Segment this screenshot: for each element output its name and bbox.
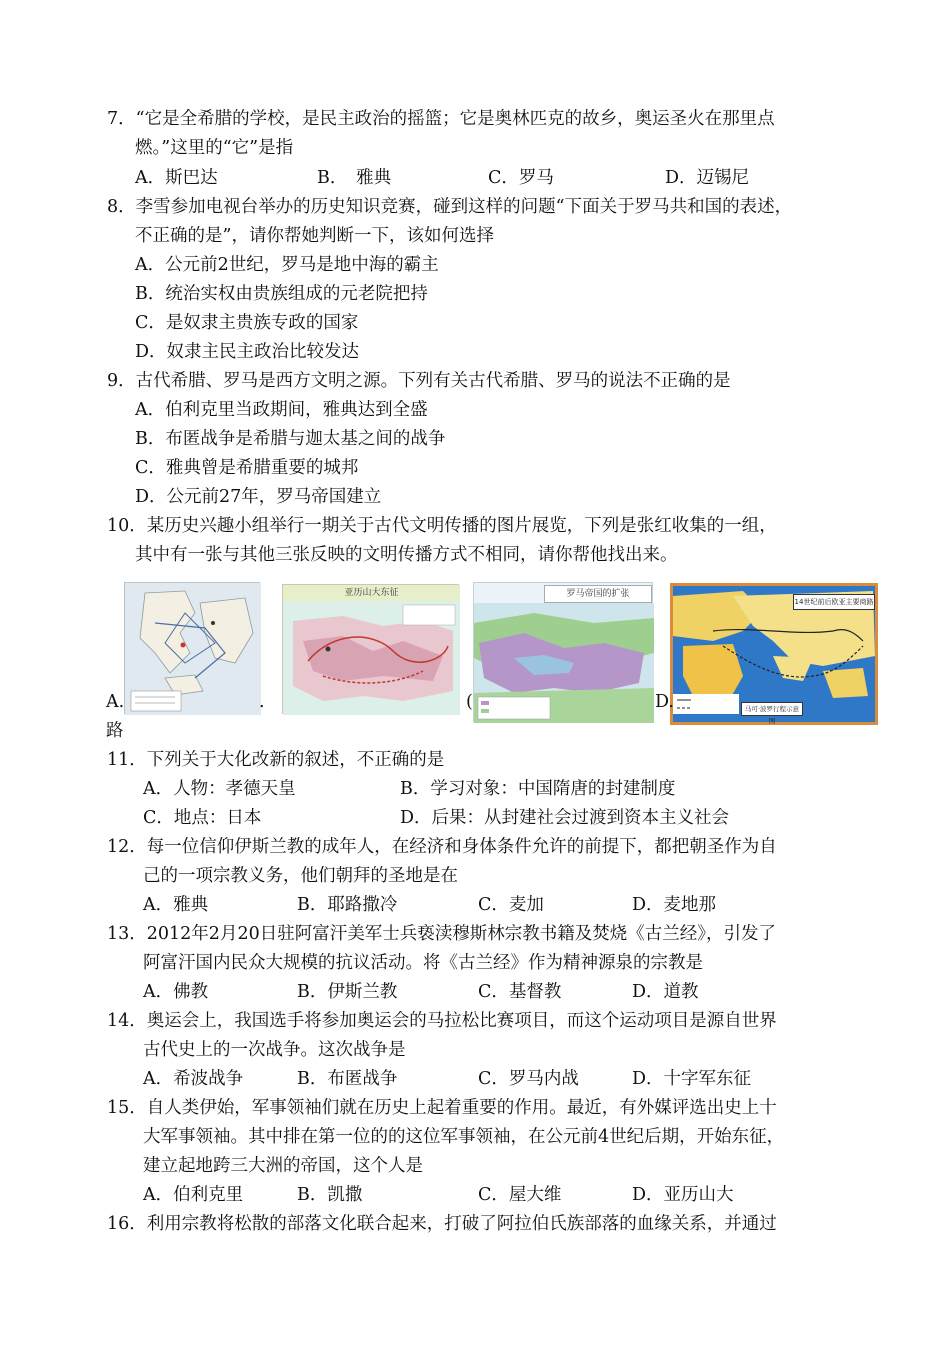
q10-stem-line2: 其中有一张与其他三张反映的文明传播方式不相同，请你帮他找出来。 xyxy=(135,545,678,565)
q8-stem-line1: 8．李雪参加电视台举办的历史知识竞赛，碰到这样的问题“下面关于罗马共和国的表述， xyxy=(107,197,793,217)
q7-stem-line1: 7．“它是全希腊的学校，是民主政治的摇篮；它是奥林匹克的故乡，奥运圣火在那里点 xyxy=(107,109,775,129)
q13-stem-line2: 阿富汗国内民众大规模的抗议活动。将《古兰经》作为精神源泉的宗教是 xyxy=(143,953,703,973)
q12-option-d: D．麦地那 xyxy=(632,895,717,915)
q10-option-d: D. xyxy=(655,692,674,712)
map-d-trade-routes xyxy=(670,583,878,725)
q10-stem-line1: 10．某历史兴趣小组举行一期关于古代文明传播的图片展览，下列是张红收集的一组， xyxy=(107,516,777,536)
q7-option-a: A．斯巴达 xyxy=(135,168,218,188)
q14-option-d: D．十字军东征 xyxy=(632,1069,752,1089)
q12-stem-line2: 己的一项宗教义务，他们朝拜的圣地是在 xyxy=(143,866,458,886)
q9-option-a: A．伯利克里当政期间，雅典达到全盛 xyxy=(135,400,428,420)
q7-stem-line2: 燃。”这里的“它”是指 xyxy=(135,138,294,158)
q11-stem: 11．下列关于大化改新的叙述，不正确的是 xyxy=(107,750,445,770)
q14-stem-line2: 古代史上的一次战争。这次战争是 xyxy=(143,1040,406,1060)
q15-option-d: D．亚历山大 xyxy=(632,1185,734,1205)
q8-option-a: A．公元前2世纪，罗马是地中海的霸主 xyxy=(135,255,439,275)
q15-stem-line3: 建立起地跨三大洲的帝国，这个人是 xyxy=(143,1156,423,1176)
q7-option-c: C．罗马 xyxy=(488,168,554,188)
q8-stem-line2: 不正确的是”，请你帮她判断一下，该如何选择 xyxy=(135,226,494,246)
map-c-title: 罗马帝国的扩张 xyxy=(544,585,652,603)
map-d-title: 14世纪前后欧亚主要商路 xyxy=(793,594,875,610)
q15-stem-line2: 大军事领袖。其中排在第一位的的这位军事领袖，在公元前4世纪后期，开始东征， xyxy=(143,1127,785,1147)
q13-stem-line1: 13．2012年2月20日驻阿富汗美军士兵亵渎穆斯林宗教书籍及焚烧《古兰经》，引发了 xyxy=(107,924,776,944)
q10-option-c: ( xyxy=(466,692,473,712)
q14-option-c: C．罗马内战 xyxy=(478,1069,579,1089)
q11-option-a: A．人物：孝德天皇 xyxy=(143,779,296,799)
q7-option-d: D．迈锡尼 xyxy=(665,168,750,188)
q10-option-a: A. xyxy=(106,692,125,712)
q13-option-c: C．基督教 xyxy=(478,982,562,1002)
q14-stem-line1: 14．奥运会上，我国选手将参加奥运会的马拉松比赛项目，而这个运动项目是源自世界 xyxy=(107,1011,777,1031)
q14-option-a: A．希波战争 xyxy=(143,1069,244,1089)
map-b-title: 亚历山大东征 xyxy=(283,585,460,601)
q8-option-d: D．奴隶主民主政治比较发达 xyxy=(135,342,360,362)
q14-option-b: B．布匿战争 xyxy=(297,1069,398,1089)
q13-option-d: D．道教 xyxy=(632,982,699,1002)
q9-option-d: D．公元前27年，罗马帝国建立 xyxy=(135,487,382,507)
q12-option-c: C．麦加 xyxy=(478,895,544,915)
map-b-alexander-campaign xyxy=(282,584,459,714)
q8-option-c: C．是奴隶主贵族专政的国家 xyxy=(135,313,359,333)
q15-option-c: C．屋大维 xyxy=(478,1185,562,1205)
q12-option-a: A．雅典 xyxy=(143,895,209,915)
q10-tail-text: 路 xyxy=(106,721,124,741)
q15-option-a: A．伯利克里 xyxy=(143,1185,244,1205)
q7-option-b: B． 雅典 xyxy=(317,168,392,188)
q9-stem: 9．古代希腊、罗马是西方文明之源。下列有关古代希腊、罗马的说法不正确的是 xyxy=(107,371,731,391)
q13-option-b: B．伊斯兰教 xyxy=(297,982,398,1002)
q13-option-a: A．佛教 xyxy=(143,982,209,1002)
q8-option-b: B．统治实权由贵族组成的元老院把持 xyxy=(135,284,428,304)
map-d-note: 马可·波罗行程示意图 xyxy=(741,702,803,716)
q10-option-b: . xyxy=(259,692,265,712)
q11-option-d: D．后果：从封建社会过渡到资本主义社会 xyxy=(400,808,730,828)
q15-stem-line1: 15．自人类伊始，军事领袖们就在历史上起着重要的作用。最近，有外媒评选出史上十 xyxy=(107,1098,777,1118)
q12-stem-line1: 12．每一位信仰伊斯兰教的成年人，在经济和身体条件允许的前提下，都把朝圣作为自 xyxy=(107,837,777,857)
q11-option-b: B．学习对象：中国隋唐的封建制度 xyxy=(400,779,676,799)
q9-option-c: C．雅典曾是希腊重要的城邦 xyxy=(135,458,359,478)
q11-option-c: C．地点：日本 xyxy=(143,808,262,828)
q16-stem-line1: 16．利用宗教将松散的部落文化联合起来，打破了阿拉伯氏族部落的血缘关系，并通过 xyxy=(107,1214,777,1234)
map-a-greece xyxy=(124,582,260,714)
q15-option-b: B．凯撒 xyxy=(297,1185,363,1205)
map-c-roman-expansion xyxy=(473,582,653,722)
q9-option-b: B．布匿战争是希腊与迦太基之间的战争 xyxy=(135,429,446,449)
q12-option-b: B．耶路撒冷 xyxy=(297,895,398,915)
